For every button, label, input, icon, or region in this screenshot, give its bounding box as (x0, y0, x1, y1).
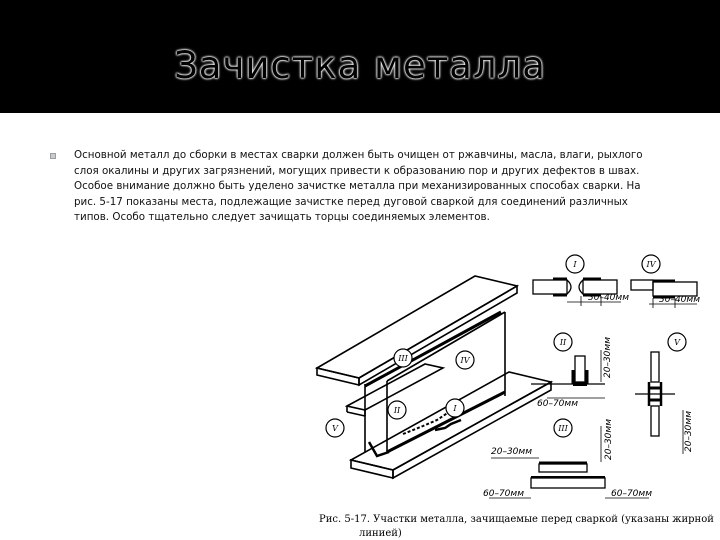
bullet-marker-icon (50, 153, 56, 159)
dim-d8: 60–70мм (483, 489, 524, 499)
dim-d2: 30–40мм (659, 295, 700, 305)
detail-III (483, 419, 652, 499)
dim-d7: 20–30мм (603, 337, 613, 378)
dim-d9: 60–70мм (611, 489, 652, 499)
label-I-detail: I (573, 260, 577, 269)
figure-drawing (305, 246, 720, 540)
label-II-detail: II (559, 338, 567, 347)
figure-caption-line1: Рис. 5-17. Участки металла, зачищаемые перед сваркой (указаны жирной (319, 514, 714, 525)
dim-d4: 60–70мм (537, 399, 578, 409)
welding-figure (305, 246, 720, 540)
label-III-detail: III (558, 424, 568, 433)
dim-d5: 20–30мм (604, 419, 614, 460)
detail-IV (631, 255, 700, 308)
dim-d6: 20–30мм (684, 411, 694, 452)
slide-title: Зачистка металла (174, 44, 546, 87)
label-V-detail: V (674, 338, 680, 347)
label-III-beam: III (398, 354, 408, 363)
body-paragraph: Основной металл до сборки в местах сварки должен быть очищен от ржавчины, масла, влаги, рыхлого слоя окалины и других загрязнений, могущих привести к образованию пор и других дефектов в швах. Особое внимание должно быть уделено зачистке металла при механизированных способах сварки. На рис. 5-17 показаны места, подлежащие зачистке перед дуговой сваркой для соединений различных типов. Особо тщательно следует зачищать торцы соединяемых элементов. (74, 149, 643, 223)
label-II-beam: II (393, 406, 401, 415)
label-I-beam: I (453, 404, 457, 413)
dim-d3: 20–30мм (491, 447, 532, 457)
label-IV-detail: IV (646, 260, 656, 269)
detail-II (531, 333, 613, 409)
detail-I (533, 255, 629, 306)
label-V-beam: V (332, 424, 338, 433)
dim-d1: 30–40мм (588, 293, 629, 303)
label-IV-beam: IV (460, 356, 470, 365)
detail-V (635, 333, 694, 454)
figure-caption-line2: линией) (359, 528, 402, 539)
